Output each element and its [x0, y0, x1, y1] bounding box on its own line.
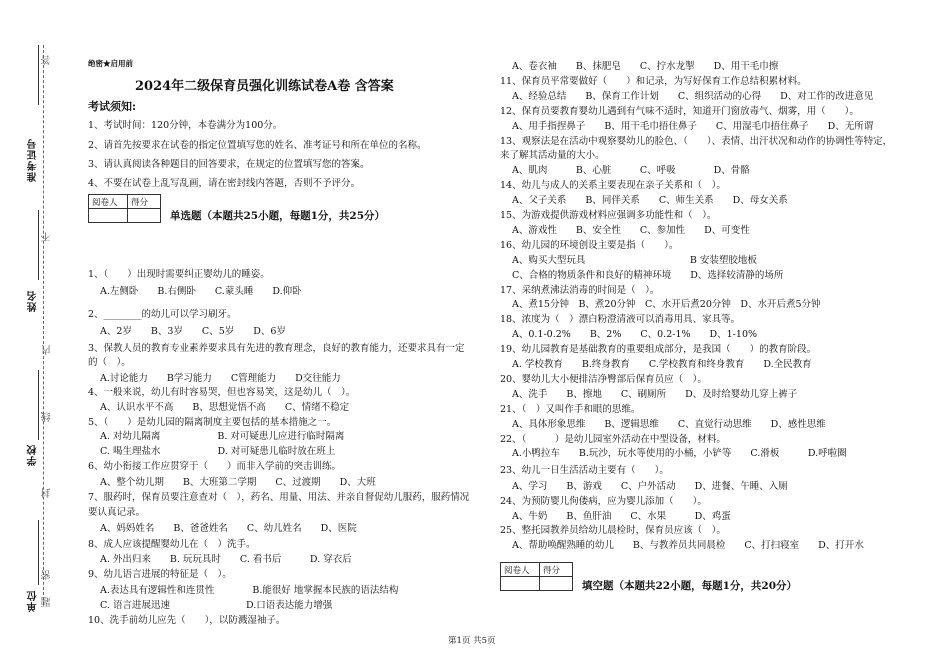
secret-label: 绝密★启用前 [88, 59, 133, 68]
reviewer-cell: 阅卷人 [501, 563, 540, 577]
answer-options: A. 对幼儿隔离 B. 对可疑患儿应进行临时隔离 [100, 431, 345, 442]
question-text: 15、为游戏提供游戏材料应强调多功能性和（ ）。 [500, 210, 717, 221]
answer-options: A. 外出归来 B. 玩玩具时 C. 看书后 D. 穿衣后 [100, 554, 352, 565]
question-text: 17、采纳煮沸法消毒的时间是（ ）。 [500, 285, 660, 296]
seal-mark: 封 [42, 488, 53, 498]
unit-label: 单位 [28, 590, 39, 612]
question-text: 22、（ ）是幼儿园室外活动在中型设备，材料。 [500, 434, 726, 445]
answer-options: A、煮15分钟 B、煮20分钟 C、水开后煮20分钟 D、水开后煮5分钟 [512, 299, 821, 310]
seal-mark: 密 [42, 570, 53, 580]
seal-mark: 线 [42, 412, 53, 422]
seal-mark: 内 [42, 345, 53, 355]
reviewer-blank[interactable] [89, 209, 128, 223]
answer-options: A、0.1-0.2% B、2% C、0.2-1% D、1-10% [512, 329, 758, 340]
answer-options: A、认识水平不高 B、思想觉悟不高 C、情绪不稳定 [100, 402, 350, 413]
answer-options: A、整个幼儿期 B、大班第二学期 C、过渡期 D、大班 [100, 477, 376, 488]
score-box [500, 562, 573, 591]
answer-options: A、用手指捏鼻子 B、用干毛巾捂住鼻子 C、用湿毛巾捂住鼻子 D、无所谓 [512, 121, 874, 132]
page-footer: 第1页 共5页 [448, 636, 496, 646]
score-blank[interactable] [540, 577, 573, 591]
question-text: 18、浓度为（ ）漂白粉澄清液可以消毒用具、家具等。 [500, 314, 741, 325]
section-heading-fill-blank: 填空题（本题共22小题，每题1分，共20分） [582, 580, 798, 592]
question-text: 要认真记录。 [88, 507, 146, 518]
notice-item: 4、不要在试卷上乱写乱画，请在密封线内答题，否则不予评分。 [88, 178, 361, 189]
question-text: 6、幼小衔接工作应贯穿于（ ）而非入学前的突击训练。 [88, 461, 342, 472]
question-text: 23、幼儿一日生活活动主要有（ ）。 [500, 465, 669, 476]
answer-options: C、合格的物质条件和良好的精神环境 D、选择较清静的场所 [512, 270, 784, 281]
section-heading-single-choice: 单选题（本题共25小题，每题1分，共25分） [170, 210, 386, 222]
score-box [88, 194, 161, 223]
question-text: 4、一般来说，幼儿有时容易哭，但也容易笑，这是幼儿（ ）。 [88, 387, 356, 398]
question-text: 13、观察法是在活动中观察婴幼儿的脸色、（ ）、表情、出汗状况和动作的协调性等特定， [500, 136, 893, 147]
question-text: 14、幼儿与成人的关系主要表现在亲子关系和（ ）。 [500, 180, 726, 191]
answer-options: A.小鸭拉车 B.玩沙，玩水等使用的小桶，小铲等 C.滑板 D.呼啦圈 [512, 448, 847, 459]
question-text: 21、（ ）又叫作手和眼的思维。 [500, 404, 641, 415]
answer-options: A. 学校教育 B.终身教育 C.学校教育和终身教育 D.全民教育 [512, 359, 812, 370]
question-text: 5、（ ）是幼儿园的隔离制度主要包括的基本措施之一。 [88, 417, 337, 428]
answer-options: A、具体形象思维 B、逻辑思维 C、直觉行动思维 D、感性思维 [512, 419, 826, 430]
answer-options: C. 喝生理盐水 D. 对可疑患儿临时放在班上 [100, 446, 336, 457]
name-label: 姓名 [28, 290, 39, 312]
seal-line [43, 45, 44, 605]
question-text: 12、保育员要教育婴幼儿遇到有气味不适时，知道开门窗放毒气、烟雾，用（ ）。 [500, 106, 859, 117]
answer-options: A.表达具有逻辑性和连贯性 B.能很好 地掌握本民族的语法结构 [100, 585, 399, 596]
school-label: 学校 [28, 444, 39, 466]
page-title: 2024年二级保育员强化训练试卷A卷 含答案 [135, 79, 394, 94]
answer-options: A、2岁 B、3岁 C、5岁 D、6岁 [100, 326, 286, 337]
exam-id-underline [38, 45, 39, 105]
seal-mark: 答 [42, 55, 53, 65]
school-underline [38, 370, 39, 440]
answer-options: A、学习 B、游戏 C、户外活动 D、进餐、午睡、入厕 [512, 481, 788, 492]
answer-options: A、妈妈姓名 B、爸爸姓名 C、幼儿姓名 D、医院 [100, 523, 357, 534]
question-text: 11、保育员平常要做好（ ）和记录，为写好保育工作总结积累材料。 [500, 76, 807, 87]
notice-heading: 考试须知: [88, 100, 137, 113]
reviewer-cell: 阅卷人 [89, 195, 128, 209]
answer-options: A、肌肉 B、心脏 C、呼吸 D、骨骼 [512, 165, 750, 176]
notice-item: 1、考试时间：120分钟，本卷满分为100分。 [88, 120, 283, 131]
question-text: 7、服药时，保育员要注意查对（ ），药名、用量、用法、并亲自督促幼儿服药，服药情况 [88, 492, 470, 503]
answer-options: A.讨论能力 B学习能力 C管理能力 D交往能力 [100, 373, 341, 384]
answer-options: A、洗手 B、擦地 C、刷厕所 D、及时给婴幼儿穿上裤子 [512, 389, 798, 400]
question-text: 24、为预防婴儿佝偻病，应为婴儿添加（ ）。 [500, 496, 707, 507]
question-text: 25、整托园教养员给幼儿晨检时，保育员应该（ ）。 [500, 525, 726, 536]
name-underline [38, 210, 39, 280]
answer-options: A、牛奶 B、鱼肝油 C、水果 D、鸡蛋 [512, 511, 731, 522]
unit-underline [38, 520, 39, 585]
question-text: 20、婴幼儿大小便排洁净臀部后保育员应（ ）。 [500, 374, 707, 385]
notice-item: 3、请认真阅读各种题目的回答要求，在规定的位置填写您的答案。 [88, 159, 370, 170]
notice-item: 2、请首先按要求在试卷的指定位置填写您的姓名、准考证号和所在单位的名称。 [88, 140, 427, 151]
answer-options: A、购买大型玩具 B 安装塑胶地板 [512, 255, 757, 266]
question-text: 9、幼儿语言进展的特征是（ ）。 [88, 569, 232, 580]
question-text: 16、幼儿园的环境创设主要是指（ ）。 [500, 240, 679, 251]
answer-options: A、卷衣袖 B、抹肥皂 C、拧水龙掣 D、用干毛巾擦 [512, 61, 779, 72]
answer-options: A、游戏性 B、安全性 C、参加性 D、可变性 [512, 225, 750, 236]
answer-options: C. 语言进展迅速 D.口语表达能力增强 [100, 600, 333, 611]
question-text: 的（ ）。 [88, 357, 131, 368]
seal-mark: 不 [42, 232, 53, 242]
score-cell: 得分 [540, 563, 573, 577]
question-text: 1、（ ）出现时需要纠正婴幼儿的睡姿。 [88, 269, 270, 280]
question-text: 10、洗手前幼儿应先（ ），以防溅湿袖子。 [88, 615, 286, 626]
score-blank[interactable] [128, 209, 161, 223]
question-text: 3、保教人员的教育专业素养要求具有先进的教育理念，良好的教育能力，还要求具有一定 [88, 343, 465, 354]
score-cell: 得分 [128, 195, 161, 209]
answer-options: A、帮助唤醒熟睡的幼儿 B、与教养员共同晨检 C、打扫寝室 D、打开水 [512, 540, 864, 551]
seal-mark: 题 [42, 597, 53, 607]
question-text: 2、________的幼儿可以学习刷牙。 [88, 309, 237, 320]
exam-id-label: 准考证号 [28, 138, 39, 182]
question-text: 8、成人应该提醒婴幼儿在（ ）洗手。 [88, 539, 256, 550]
answer-options: A.左侧卧 B.右侧卧 C.蒙头睡 D.仰卧 [100, 286, 302, 297]
question-text: 来了解其活动量的大小。 [500, 150, 605, 161]
answer-options: A、经验总结 B、保育工作计划 C、组织活动的心得 D、对工作的改进意见 [512, 91, 874, 102]
reviewer-blank[interactable] [501, 577, 540, 591]
answer-options: A、父子关系 B、同伴关系 C、师生关系 D、母女关系 [512, 195, 788, 206]
question-text: 19、幼儿园教育是基础教育的重要组成部分，是我国（ ）的教育阶段。 [500, 344, 817, 355]
